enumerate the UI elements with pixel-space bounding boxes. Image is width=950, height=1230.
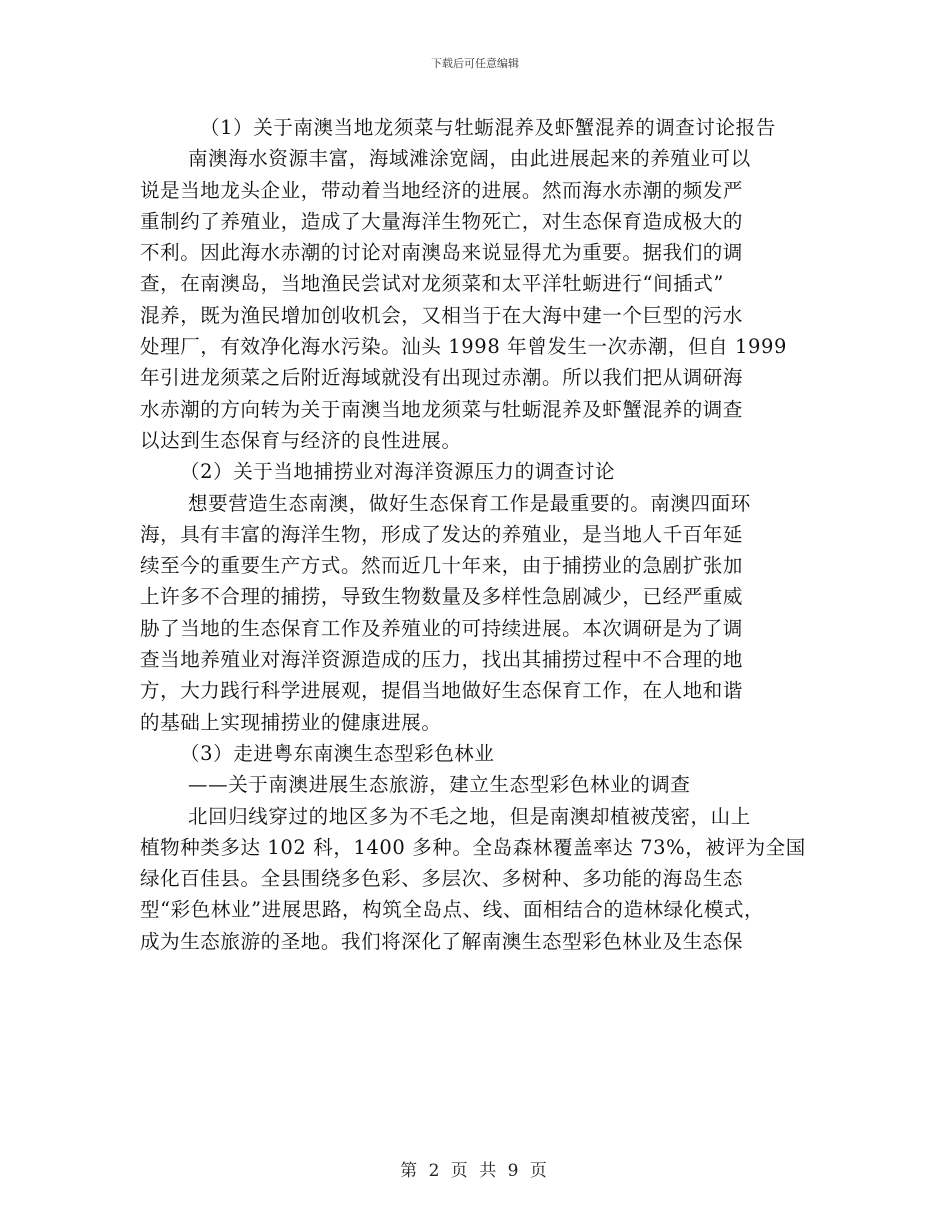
paragraph-line: 想要营造生态南澳，做好生态保育工作是最重要的。南澳四面环 bbox=[188, 491, 751, 515]
paragraph-line: 南澳海水资源丰富，海域滩涂宽阔，由此进展起来的养殖业可以 bbox=[188, 147, 751, 171]
paragraph-line: 以达到生态保育与经济的良性进展。 bbox=[140, 428, 462, 452]
paragraph-line: 北回归线穿过的地区多为不毛之地，但是南澳却植被茂密，山上 bbox=[188, 804, 751, 828]
section-heading-3: （3）走进粤东南澳生态型彩色林业 bbox=[180, 741, 495, 765]
section-subtitle: ——关于南澳进展生态旅游，建立生态型彩色林业的调查 bbox=[188, 773, 691, 797]
paragraph-line: 查当地养殖业对海洋资源造成的压力，找出其捕捞过程中不合理的地 bbox=[140, 648, 744, 672]
section-heading-2: （2）关于当地捕捞业对海洋资源压力的调查讨论 bbox=[180, 460, 616, 484]
paragraph-line: 查，在南澳岛，当地渔民尝试对龙须菜和太平洋牡蛎进行“间插式” bbox=[140, 272, 724, 296]
paragraph-line: 型“彩色林业”进展思路，构筑全岛点、线、面相结合的造林绿化模式， bbox=[140, 898, 765, 922]
paragraph-line: 重制约了养殖业，造成了大量海洋生物死亡，对生态保育造成极大的 bbox=[140, 209, 744, 233]
paragraph-line: 说是当地龙头企业，带动着当地经济的进展。然而海水赤潮的频发严 bbox=[140, 178, 744, 202]
paragraph-line: 年引进龙须菜之后附近海域就没有出现过赤潮。所以我们把从调研海 bbox=[140, 366, 744, 390]
paragraph-line: 海，具有丰富的海洋生物，形成了发达的养殖业，是当地人千百年延 bbox=[140, 522, 744, 546]
page-header: 下载后可任意编辑 bbox=[431, 57, 519, 70]
paragraph-line: 混养，既为渔民增加创收机会，又相当于在大海中建一个巨型的污水 bbox=[140, 303, 744, 327]
paragraph-line: 植物种类多达 102 科，1400 多种。全岛森林覆盖率达 73%，被评为全国 bbox=[140, 835, 806, 859]
page-number: 第 2 页 共 9 页 bbox=[400, 1161, 550, 1181]
paragraph-line: 方，大力践行科学进展观，提倡当地做好生态保育工作，在人地和谐 bbox=[140, 679, 744, 703]
paragraph-line: 处理厂，有效净化海水污染。汕头 1998 年曾发生一次赤潮，但自 1999 bbox=[140, 335, 788, 359]
paragraph-line: 成为生态旅游的圣地。我们将深化了解南澳生态型彩色林业及生态保 bbox=[140, 929, 744, 953]
document-body bbox=[140, 112, 820, 957]
paragraph-line: 胁了当地的生态保育工作及养殖业的可持续进展。本次调研是为了调 bbox=[140, 616, 744, 640]
paragraph-line: 的基础上实现捕捞业的健康进展。 bbox=[140, 710, 442, 734]
paragraph-line: 绿化百佳县。全县围绕多色彩、多层次、多树种、多功能的海岛生态 bbox=[140, 867, 744, 891]
paragraph-line: 续至今的重要生产方式。然而近几十年来，由于捕捞业的急剧扩张加 bbox=[140, 554, 744, 578]
paragraph-line: 不利。因此海水赤潮的讨论对南澳岛来说显得尤为重要。据我们的调 bbox=[140, 241, 744, 265]
paragraph-line: 水赤潮的方向转为关于南澳当地龙须菜与牡蛎混养及虾蟹混养的调查 bbox=[140, 397, 744, 421]
paragraph-line: 上许多不合理的捕捞，导致生物数量及多样性急剧减少，已经严重威 bbox=[140, 585, 744, 609]
section-heading-1: （1）关于南澳当地龙须菜与牡蛎混养及虾蟹混养的调查讨论报告 bbox=[200, 116, 776, 139]
